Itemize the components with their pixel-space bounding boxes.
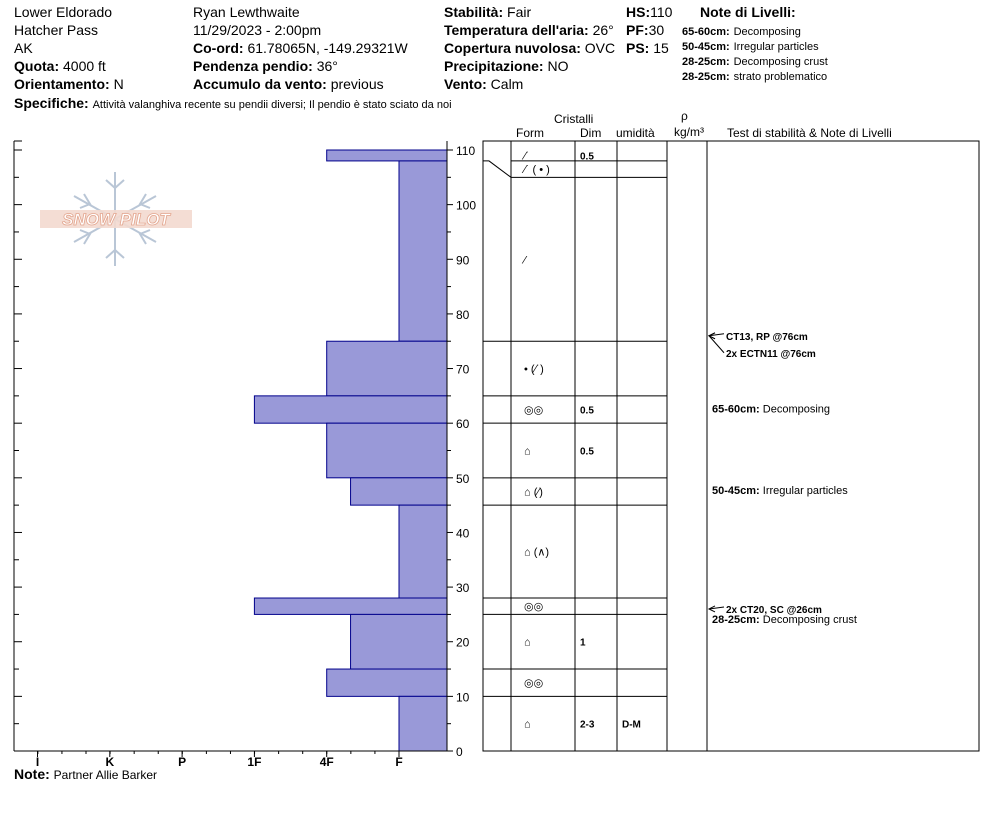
coordinates-value: 61.78065N, -149.29321W <box>247 40 408 56</box>
depth-tick-label: 100 <box>456 198 477 213</box>
density-unit-header: kg/m³ <box>674 125 704 139</box>
precipitation-value: NO <box>547 58 569 74</box>
crystal-form: • (⁄˙) <box>524 363 544 376</box>
orientation-value: N <box>113 76 124 92</box>
hardness-tick-label: 1F <box>247 755 262 769</box>
wind-label: Vento: <box>444 76 487 92</box>
crystal-form: ◎◎ <box>524 601 544 614</box>
depth-tick-label: 110 <box>456 144 476 158</box>
stability-test-label: CT13, RP @76cm <box>726 331 808 343</box>
footer-note-value: Partner Allie Barker <box>53 768 158 782</box>
observer-name: Ryan Lewthwaite <box>193 4 300 20</box>
crystal-size: 0.5 <box>580 446 594 458</box>
logo-text: SNOW PILOT <box>62 210 170 229</box>
snowpilot-logo <box>40 172 192 266</box>
crystal-size: 0.5 <box>580 405 594 417</box>
crystal-form: ⌂ (⁄) <box>524 486 543 499</box>
stability-label: Stabilità: <box>444 4 504 20</box>
stability-value: Fair <box>507 4 532 20</box>
hardness-tick-label: K <box>105 755 115 769</box>
crystal-form: ⁄˙ <box>524 150 530 163</box>
wind-loading-label: Accumulo da vento: <box>193 76 327 92</box>
crystal-table <box>483 141 979 751</box>
depth-tick-label: 10 <box>456 690 470 705</box>
wind-loading-value: previous <box>330 76 384 92</box>
hardness-profile <box>254 150 447 751</box>
ps-label: PS: <box>626 40 650 56</box>
form-header: Form <box>516 126 544 140</box>
rho-header: ρ <box>681 109 688 123</box>
crystal-size: 0.5 <box>580 151 594 163</box>
crystal-size: 2-3 <box>580 719 595 731</box>
precipitation-label: Precipitazione: <box>444 58 544 74</box>
hardness-bar <box>327 341 447 396</box>
cloud-cover-label: Copertura nuvolosa: <box>444 40 581 56</box>
hardness-tick-label: I <box>35 755 40 769</box>
hardness-bar <box>399 505 447 598</box>
hs-value: 110 <box>650 4 673 20</box>
crystal-form: ⌂ <box>524 718 531 731</box>
hardness-bar <box>254 396 447 423</box>
test-arrow-line <box>709 336 724 353</box>
hardness-bar <box>327 669 447 696</box>
dim-header: Dim <box>580 126 602 140</box>
layer-comment: 65-60cm: Decomposing <box>712 403 831 416</box>
layer-comment: 50-45cm: Irregular particles <box>712 485 848 498</box>
location-name: Lower Eldorado <box>14 4 113 20</box>
crystal-size: 1 <box>580 637 586 649</box>
hardness-bar <box>327 150 447 161</box>
state-name: AK <box>14 40 33 56</box>
depth-tick-label: 40 <box>456 526 470 541</box>
layer-note-item: 28-25cm: strato problematico <box>682 71 828 83</box>
crystal-form: ⌂ <box>524 445 531 458</box>
crystal-form: ⌂ <box>524 636 531 649</box>
hardness-tick-label: F <box>395 755 403 769</box>
hardness-bar <box>254 598 447 614</box>
slope-label: Pendenza pendio: <box>193 58 313 74</box>
slope-value: 36° <box>316 58 338 74</box>
crystal-form: ◎◎ <box>524 404 544 417</box>
tests-header: Test di stabilità & Note di Livelli <box>727 126 892 140</box>
moisture-value: D-M <box>622 719 641 731</box>
orientation-label: Orientamento: <box>14 76 110 92</box>
depth-connector <box>483 161 511 177</box>
wind-value: Calm <box>490 76 524 92</box>
air-temp-label: Temperatura dell'aria: <box>444 22 589 38</box>
depth-tick-label: 20 <box>456 635 470 650</box>
crystal-form: ⁄˙ ( • ) <box>524 164 550 177</box>
hardness-tick-label: P <box>178 755 187 769</box>
hs-label: HS: <box>626 4 651 20</box>
quota-value: 4000 ft <box>63 58 106 74</box>
ps-value: 15 <box>653 40 669 56</box>
crystal-form: ⁄ <box>524 254 526 267</box>
area-name: Hatcher Pass <box>14 22 99 38</box>
hardness-tick-label: 4F <box>319 755 334 769</box>
hardness-bar <box>351 614 447 669</box>
depth-tick-label: 30 <box>456 581 470 596</box>
stability-test-label: 2x ECTN11 @76cm <box>726 348 816 360</box>
quota-label: Quota: <box>14 58 60 74</box>
coordinates-label: Co-ord: <box>193 40 244 56</box>
cloud-cover-value: OVC <box>584 40 616 56</box>
moisture-header: umidità <box>616 126 655 140</box>
hardness-bar <box>399 161 447 341</box>
crystal-form: ◎◎ <box>524 677 544 690</box>
depth-tick-label: 90 <box>456 253 470 268</box>
layer-comment: 28-25cm: Decomposing crust <box>712 613 857 626</box>
depth-tick-label: 60 <box>456 417 470 432</box>
depth-tick-label: 70 <box>456 362 470 377</box>
layer-note-item: 28-25cm: Decomposing crust <box>682 56 828 68</box>
specifiche-label: Specifiche: <box>14 95 89 111</box>
table-frame <box>483 141 979 751</box>
footer-note-label: Note: <box>14 766 50 782</box>
layer-note-item: 50-45cm: Irregular particles <box>682 41 819 53</box>
pf-label: PF: <box>626 22 649 38</box>
hardness-bar <box>399 696 447 751</box>
layer-notes-title: Note di Livelli: <box>700 4 796 20</box>
depth-tick-label: 80 <box>456 307 470 322</box>
crystal-form: ⌂ (∧) <box>524 546 550 559</box>
hardness-bar <box>327 423 447 478</box>
layer-note-item: 65-60cm: Decomposing <box>682 26 801 38</box>
observation-datetime: 11/29/2023 - 2:00pm <box>193 22 322 38</box>
depth-tick-label: 0 <box>456 745 463 759</box>
air-temp-value: 26° <box>592 22 614 38</box>
specifiche-value: Attività valanghiva recente su pendii diversi; Il pendio è stato sciato da noi <box>92 99 452 111</box>
hardness-bar <box>351 478 447 505</box>
stability-test-label: 2x CT20, SC @26cm <box>726 604 822 616</box>
pf-value: 30 <box>648 22 665 38</box>
depth-tick-label: 50 <box>456 471 470 486</box>
cristalli-header: Cristalli <box>554 112 594 126</box>
